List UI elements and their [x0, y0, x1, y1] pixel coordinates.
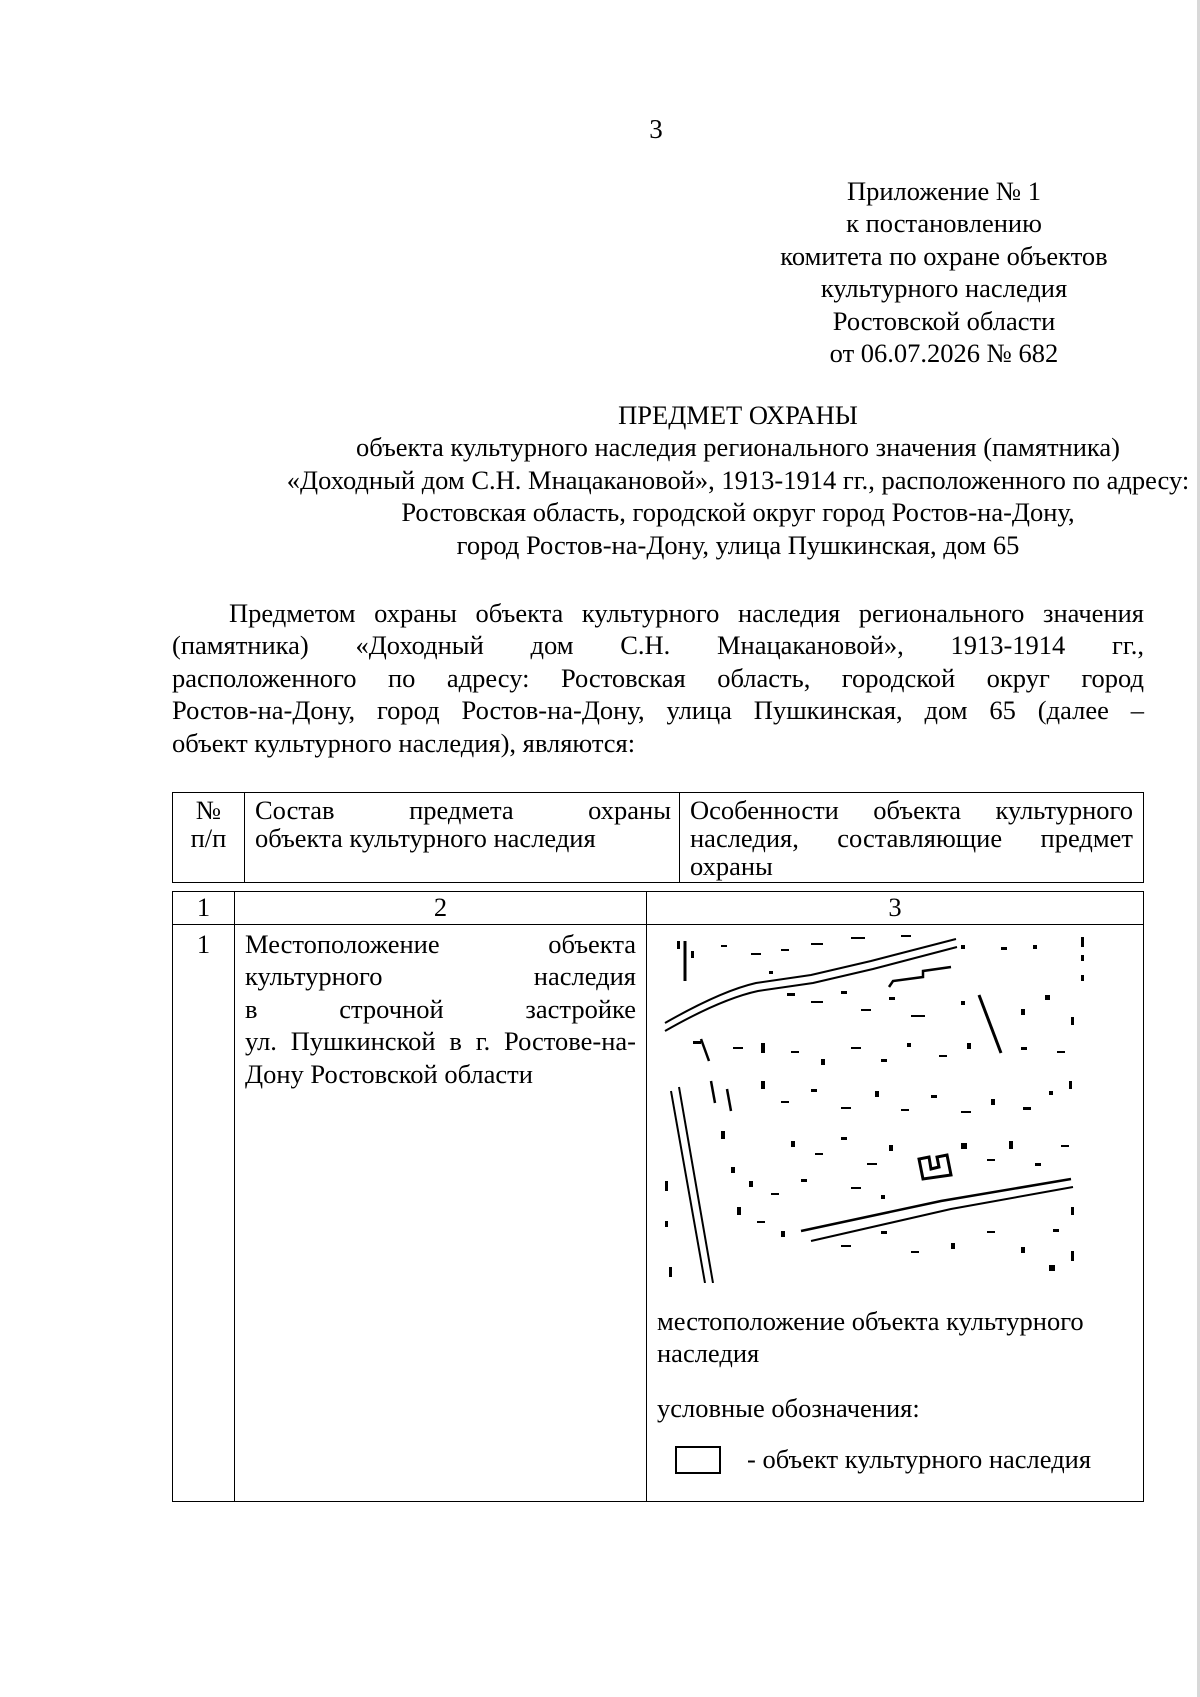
features-text [647, 1305, 1143, 1475]
appendix-line: Приложение № 1 [846, 176, 1041, 206]
header-text: № [195, 795, 222, 825]
header-number-cell [173, 793, 245, 883]
heading-line: Ростовская область, городской округ город Ростов-на-Дону, [401, 497, 1075, 528]
appendix-line: культурного наследия [820, 273, 1068, 304]
intro-line: расположенного по адресу: Ростовская область, городской округ город [172, 662, 1144, 693]
appendix-block [760, 175, 1128, 369]
composition-cell [235, 925, 647, 1502]
column-number-row [173, 892, 1144, 925]
header-text: объекта культурного наследия [255, 823, 596, 853]
legend-title: условные обозначения: [657, 1392, 920, 1423]
features-cell [647, 925, 1144, 1502]
site-plan-map [661, 931, 1097, 1283]
row-number: 1 [196, 929, 211, 959]
map-caption: местоположение объекта культурного наследия [657, 1306, 1084, 1369]
heading-line: объекта культурного наследия регионального значения (памятника) [356, 432, 1120, 463]
intro-line: Ростов-на-Дону, город Ростов-на-Дону, улица Пушкинская, дом 65 (далее – [172, 695, 1144, 726]
header-text: Особенности объекта культурного [690, 795, 1133, 825]
page-number: 3 [649, 114, 663, 144]
appendix-line: к постановлению [846, 208, 1042, 239]
composition-line: Местоположение объекта [245, 929, 636, 959]
intro-line: (памятника) «Доходный дом С.Н. Мнацакановой», 1913-1914 гг., [172, 630, 1144, 661]
header-text: наследия, составляющие предмет [690, 823, 1133, 853]
intro-line: Предметом охраны объекта культурного наследия регионального значения [229, 598, 1144, 628]
header-text: Состав предмета охраны [255, 795, 671, 825]
row-number-cell [173, 925, 235, 1502]
header-composition-cell [245, 793, 680, 883]
intro-line: объект культурного наследия), являются: [172, 727, 636, 758]
column-number: 2 [235, 892, 647, 925]
appendix-line: Ростовской области [832, 305, 1056, 336]
legend-label: - объект культурного наследия [747, 1444, 1092, 1475]
composition-line: в строчной застройке [245, 993, 636, 1024]
column-number: 1 [173, 892, 235, 925]
header-text: охраны [690, 851, 773, 881]
header-features-cell [680, 793, 1144, 883]
composition-text [235, 925, 646, 1090]
composition-line: культурного наследия [245, 961, 636, 992]
document-heading [170, 399, 1200, 561]
composition-line: Дону Ростовской области [245, 1058, 533, 1089]
document-title: ПРЕДМЕТ ОХРАНЫ [618, 400, 858, 430]
appendix-line: от 06.07.2026 № 682 [829, 338, 1059, 369]
column-number: 3 [647, 892, 1144, 925]
appendix-line: комитета по охране объектов [780, 240, 1108, 271]
legend-box-icon [675, 1446, 721, 1474]
header-text: п/п [190, 823, 227, 853]
intro-paragraph [172, 597, 1144, 759]
heading-line: город Ростов-на-Дону, улица Пушкинская, дом 65 [456, 529, 1020, 560]
composition-line: ул. Пушкинской в г. Ростове-на- [245, 1026, 636, 1057]
heading-line: «Доходный дом С.Н. Мнацакановой», 1913-1914 гг., расположенного по адресу: [286, 464, 1190, 495]
legend-item [657, 1444, 1133, 1475]
subject-table [172, 891, 1144, 1502]
table-row [173, 925, 1144, 1502]
table-header [172, 792, 1144, 883]
